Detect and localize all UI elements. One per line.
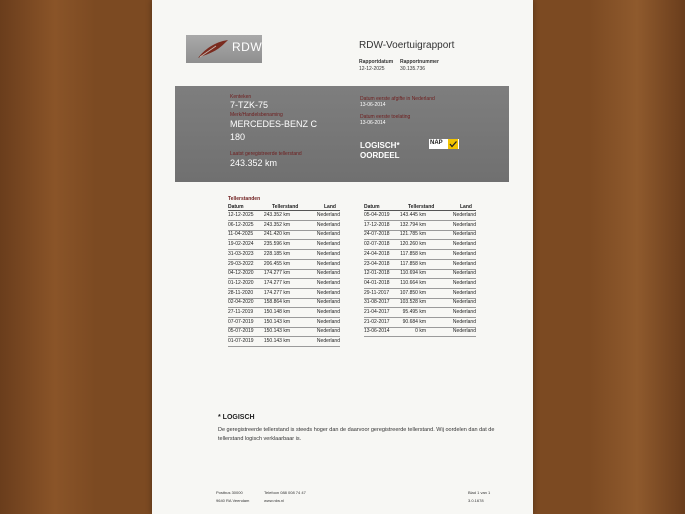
- cell-country: Nederland: [452, 309, 476, 315]
- cell-country: Nederland: [452, 328, 476, 335]
- cell-reading: 174.277 km: [263, 279, 290, 286]
- admission-label: Datum eerste toelating: [360, 114, 411, 120]
- make-label: Merk/Handelsbenaming: [230, 112, 283, 118]
- col-reading: Tellerstand: [272, 204, 299, 210]
- cell-country: Nederland: [316, 250, 340, 257]
- table-row: [364, 289, 476, 299]
- vehicle-summary-panel: [175, 86, 509, 182]
- cell-country: Nederland: [452, 260, 476, 267]
- cell-date: 11-04-2025: [228, 231, 254, 238]
- cell-reading: 150.143 km: [263, 328, 290, 335]
- table-row: [364, 298, 476, 308]
- cell-date: 04-12-2020: [228, 270, 254, 277]
- report-date: 12-12-2025: [359, 66, 385, 72]
- service-label: Datum eerste afgifte in Nederland: [360, 96, 435, 102]
- cell-date: 19-02-2024: [228, 241, 254, 248]
- service-date: 13-06-2014: [360, 102, 386, 108]
- nap-text: NAP: [430, 140, 443, 146]
- cell-reading: 110.694 km: [400, 270, 426, 277]
- table-row: [364, 250, 476, 260]
- cell-date: 28-11-2020: [228, 289, 254, 296]
- plate-value: 7-TZK-75: [230, 100, 269, 110]
- verdict: [360, 141, 400, 161]
- verdict-line-1: LOGISCH*: [360, 141, 400, 150]
- cell-date: 13-06-2014: [364, 328, 390, 335]
- cell-reading: 150.148 km: [263, 309, 290, 315]
- cell-reading: 228.185 km: [263, 250, 290, 257]
- table-header: [364, 203, 476, 211]
- report-number-label: Rapportnummer: [400, 59, 439, 65]
- cell-date: 05-04-2019: [364, 212, 390, 218]
- cell-date: 21-02-2017: [364, 318, 390, 325]
- cell-country: Nederland: [452, 241, 476, 248]
- footer-city: 9640 RA Veendam: [216, 498, 250, 503]
- cell-country: Nederland: [316, 338, 340, 345]
- table-row: [228, 337, 340, 347]
- table-row: [228, 327, 340, 337]
- cell-reading: 121.785 km: [399, 231, 426, 238]
- cell-reading: 174.277 km: [263, 270, 290, 277]
- cell-reading: 107.850 km: [399, 289, 426, 296]
- cell-country: Nederland: [452, 270, 476, 277]
- cell-country: Nederland: [452, 212, 476, 218]
- table-row: [364, 318, 476, 328]
- table-row: [228, 279, 340, 289]
- make-value-2: 180: [230, 132, 246, 142]
- report-number: 30.135.736: [400, 66, 426, 72]
- footer-web: www.rdw.nl: [264, 498, 285, 503]
- cell-date: 29-11-2017: [364, 289, 390, 296]
- col-reading: Tellerstand: [408, 204, 435, 210]
- cell-country: Nederland: [452, 289, 476, 296]
- plate-label: Kenteken: [230, 94, 252, 100]
- cell-date: 05-07-2019: [228, 328, 254, 335]
- table-row: [364, 269, 476, 279]
- cell-reading: 150.143 km: [263, 318, 290, 325]
- col-country: Land: [324, 204, 336, 210]
- table-row: [364, 230, 476, 240]
- odometer-table-right: [364, 203, 476, 339]
- cell-reading: 143.445 km: [399, 212, 426, 218]
- cell-reading: 174.277 km: [263, 289, 290, 296]
- table-row: [364, 211, 476, 221]
- cell-country: Nederland: [316, 221, 340, 228]
- cell-country: Nederland: [316, 260, 340, 267]
- cell-country: Nederland: [316, 289, 340, 296]
- cell-reading: 243.352 km: [263, 212, 290, 218]
- cell-date: 02-07-2018: [364, 241, 390, 248]
- cell-date: 31-03-2023: [228, 250, 254, 257]
- table-row: [228, 240, 340, 250]
- cell-date: 06-12-2025: [228, 221, 254, 228]
- cell-date: 07-07-2019: [228, 318, 254, 325]
- make-value: MERCEDES-BENZ C: [230, 119, 318, 129]
- cell-reading: 95.495 km: [402, 309, 426, 315]
- cell-date: 24-04-2018: [364, 250, 390, 257]
- footnote-text: De geregistreerde tellerstand is steeds hoger dan de daarvoor geregistreerde tellerstand. Wij oordelen dan dat de tellerstand logisch verklaarbaar is.: [218, 427, 495, 442]
- cell-date: 02-04-2020: [228, 299, 254, 306]
- logo-text: RDW: [232, 40, 263, 54]
- col-date: Datum: [364, 204, 380, 210]
- cell-date: 04-01-2018: [364, 279, 390, 286]
- footer-postbus: Postbus 30000: [216, 490, 243, 495]
- odometer-table-title: Tellerstanden: [228, 196, 261, 202]
- cell-country: Nederland: [316, 231, 340, 238]
- cell-reading: 206.455 km: [263, 260, 290, 267]
- cell-reading: 132.794 km: [399, 221, 426, 228]
- report-title: RDW-Voertuigrapport: [359, 40, 455, 51]
- table-row: [228, 211, 340, 221]
- report-page: [152, 0, 533, 514]
- cell-country: Nederland: [316, 212, 340, 218]
- cell-country: Nederland: [452, 299, 476, 306]
- cell-date: 01-12-2020: [228, 279, 254, 286]
- cell-country: Nederland: [316, 241, 340, 248]
- table-row: [364, 279, 476, 289]
- cell-reading: 235.596 km: [263, 241, 290, 248]
- table-row: [364, 327, 476, 337]
- cell-country: Nederland: [316, 309, 340, 315]
- cell-reading: 90.684 km: [402, 318, 426, 325]
- cell-date: 12-01-2018: [364, 270, 390, 277]
- cell-date: 01-07-2019: [228, 338, 254, 345]
- cell-reading: 243.352 km: [263, 221, 290, 228]
- table-row: [228, 221, 340, 231]
- cell-date: 21-04-2017: [364, 309, 390, 315]
- cell-reading: 158.864 km: [263, 299, 290, 306]
- cell-country: Nederland: [316, 328, 340, 335]
- table-row: [364, 240, 476, 250]
- cell-country: Nederland: [316, 318, 340, 325]
- nap-badge: [429, 139, 459, 149]
- footer-version: 3.0.1678: [468, 498, 484, 503]
- cell-country: Nederland: [452, 279, 476, 286]
- table-row: [364, 308, 476, 318]
- table-row: [228, 318, 340, 328]
- cell-reading: 110.664 km: [400, 279, 426, 286]
- cell-date: 12-12-2025: [228, 212, 254, 218]
- feather-logo-icon: [196, 38, 230, 60]
- cell-country: Nederland: [316, 299, 340, 306]
- cell-date: 23-04-2018: [364, 260, 390, 267]
- mileage-value: 243.352 km: [230, 158, 278, 168]
- footer-page: Blad 1 van 1: [468, 490, 491, 495]
- cell-date: 17-12-2018: [364, 221, 390, 228]
- table-row: [228, 230, 340, 240]
- cell-reading: 117.858 km: [400, 260, 426, 267]
- admission-date: 13-06-2014: [360, 120, 386, 126]
- cell-date: 29-03-2022: [228, 260, 254, 267]
- cell-reading: 117.858 km: [400, 250, 426, 257]
- table-row: [228, 250, 340, 260]
- cell-country: Nederland: [316, 270, 340, 277]
- cell-country: Nederland: [316, 279, 340, 286]
- verdict-line-2: OORDEEL: [360, 151, 400, 160]
- table-row: [228, 269, 340, 279]
- table-row: [228, 260, 340, 270]
- cell-country: Nederland: [452, 318, 476, 325]
- cell-date: 31-08-2017: [364, 299, 390, 306]
- cell-date: 24-07-2018: [364, 231, 390, 238]
- report-date-label: Rapportdatum: [359, 59, 394, 65]
- cell-reading: 120.260 km: [399, 241, 426, 248]
- rdw-logo: [186, 35, 262, 63]
- col-date: Datum: [228, 204, 244, 210]
- table-row: [228, 289, 340, 299]
- cell-reading: 150.143 km: [263, 338, 290, 345]
- odometer-table-left: [228, 203, 340, 349]
- table-row: [364, 260, 476, 270]
- checkmark-icon: [448, 139, 458, 149]
- mileage-label: Laatst geregistreerde tellerstand: [230, 151, 302, 157]
- cell-date: 27-11-2019: [228, 309, 254, 315]
- cell-reading: 103.528 km: [399, 299, 426, 306]
- table-row: [228, 308, 340, 318]
- cell-country: Nederland: [452, 231, 476, 238]
- cell-reading: 241.420 km: [263, 231, 290, 238]
- col-country: Land: [460, 204, 472, 210]
- cell-country: Nederland: [452, 250, 476, 257]
- footer-phone: Telefoon 088 008 74 47: [264, 490, 306, 495]
- footnote-title: * LOGISCH: [218, 414, 255, 421]
- table-row: [228, 298, 340, 308]
- table-header: [228, 203, 340, 211]
- cell-reading: 0 km: [415, 328, 426, 335]
- cell-country: Nederland: [452, 221, 476, 228]
- table-row: [364, 221, 476, 231]
